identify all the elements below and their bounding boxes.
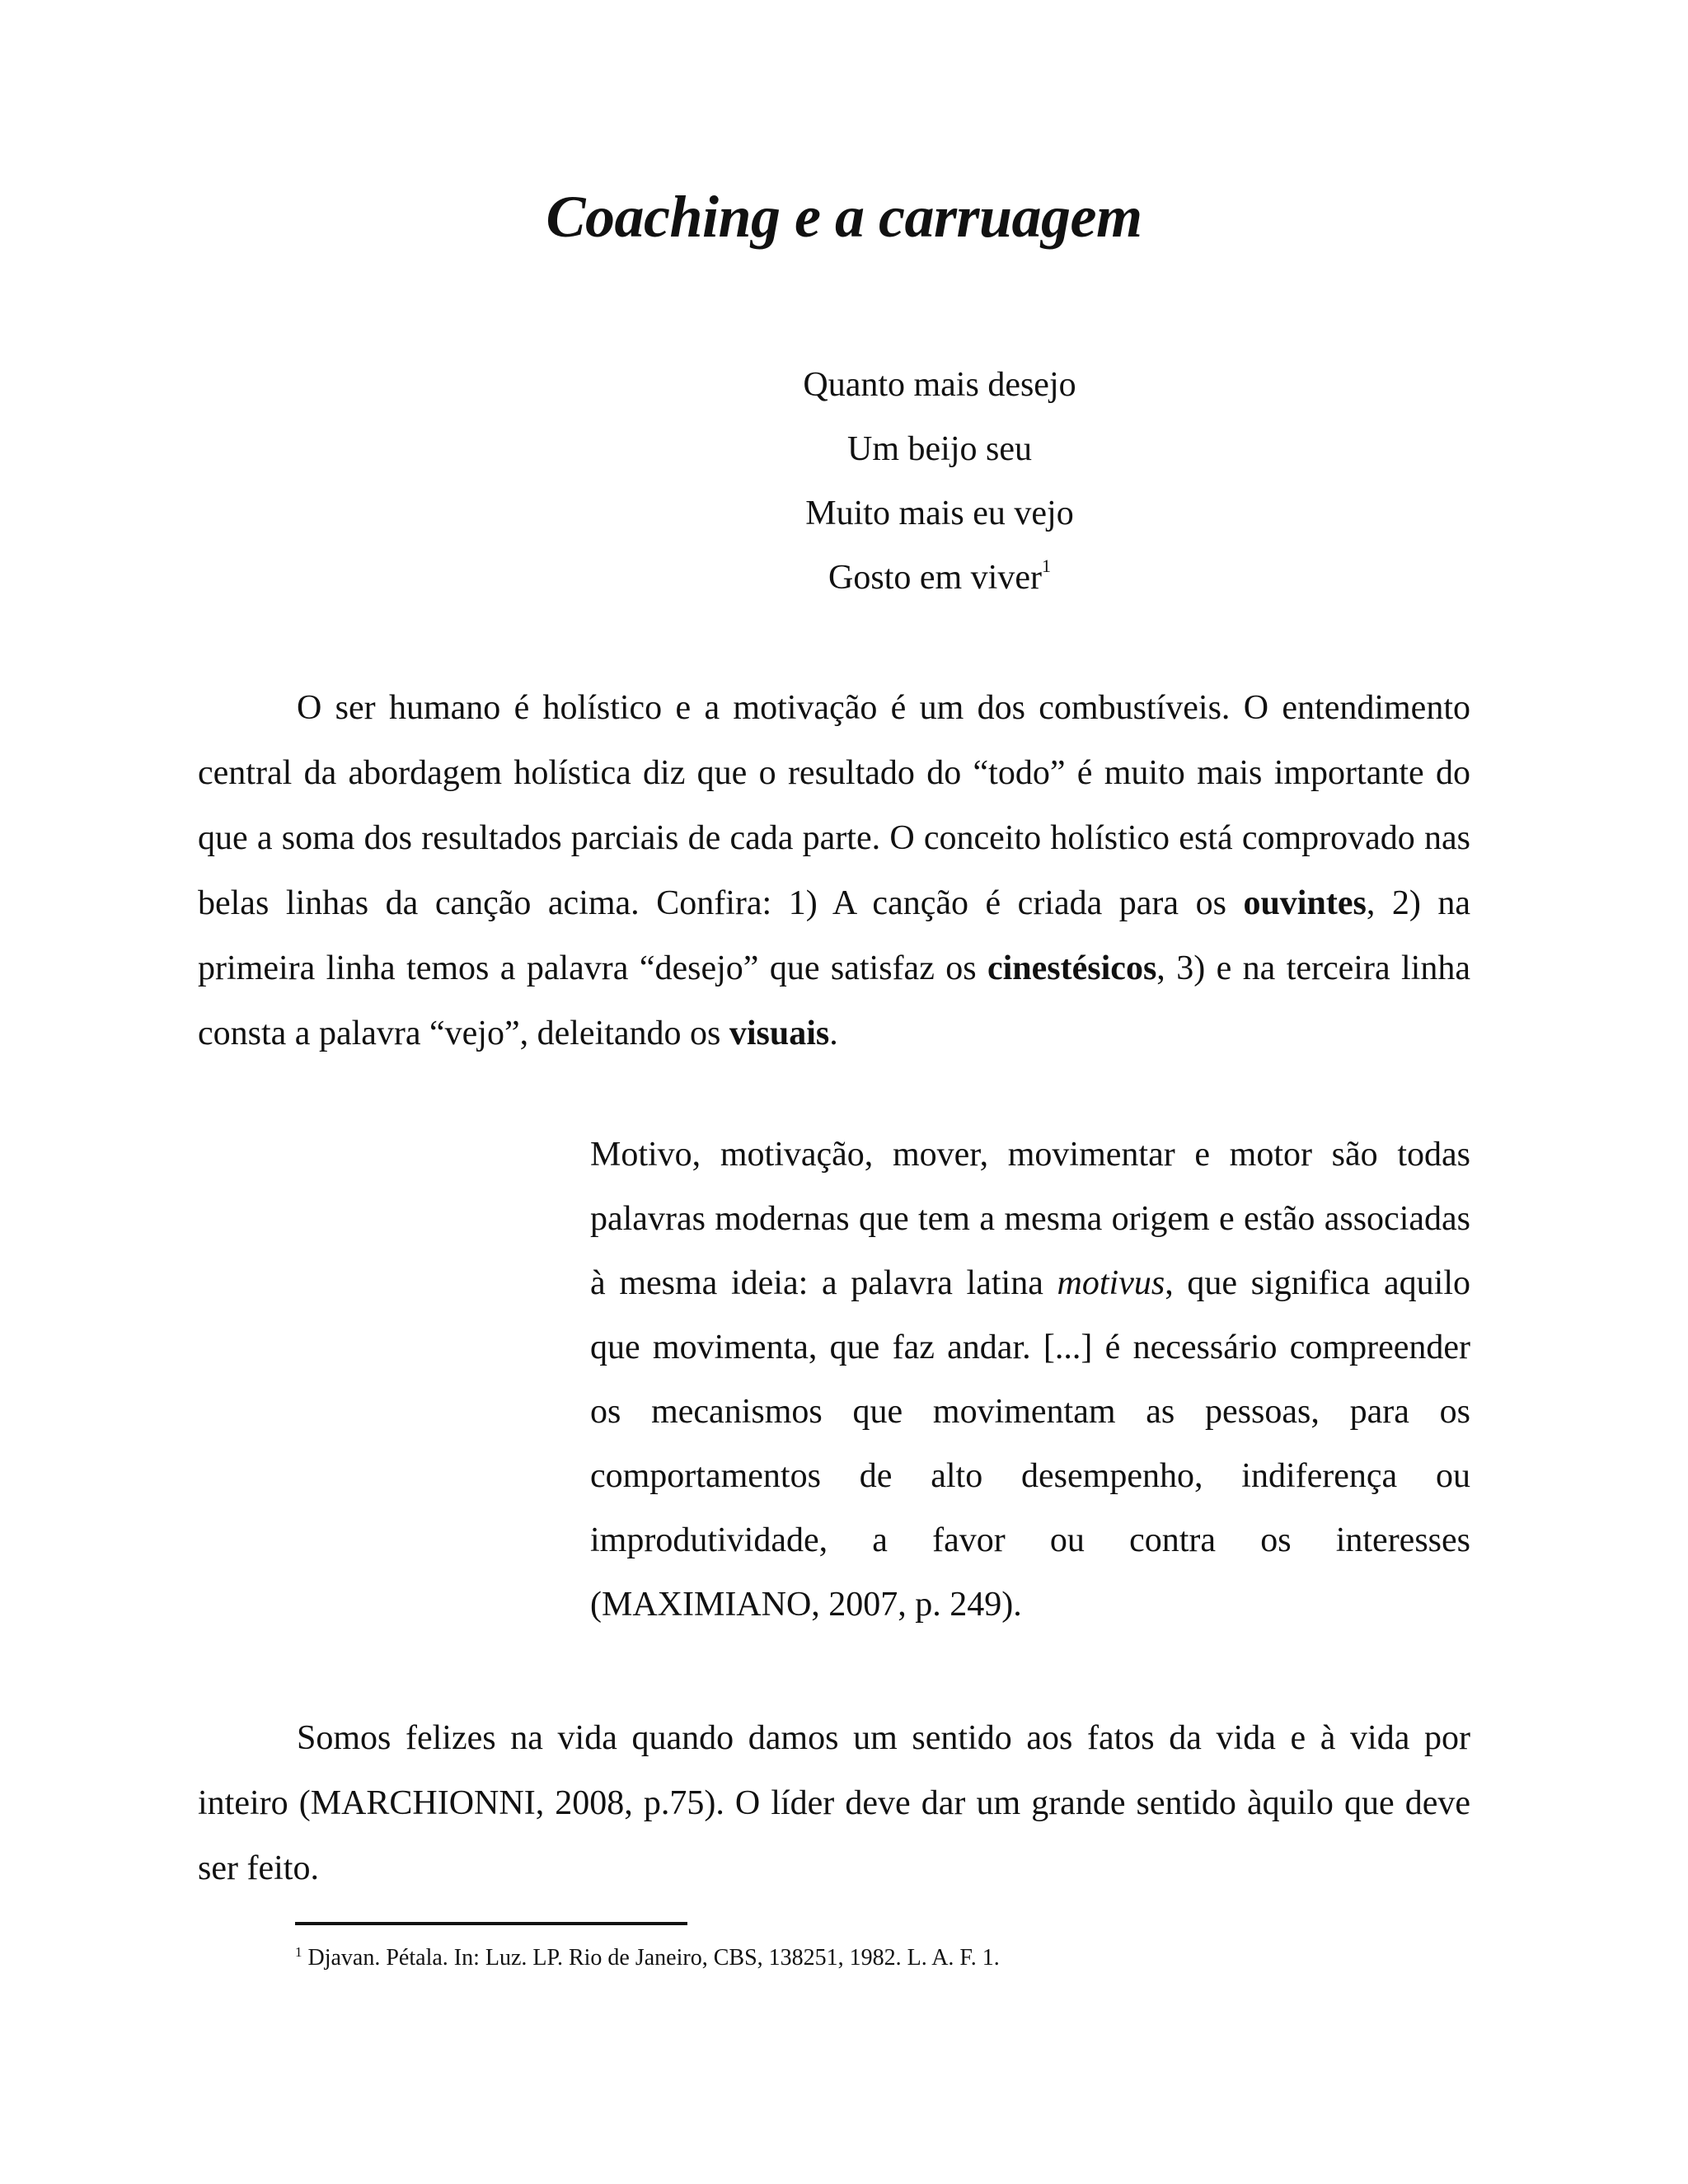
chapter-title: Coaching e a carruagem xyxy=(546,184,1142,250)
epigraph-line: Um beijo seu xyxy=(847,430,1032,468)
block-quote-maximiano xyxy=(590,1122,1470,1637)
body-paragraph-meaning: Somos felizes na vida quando damos um sentido aos fatos da vida e à vida por inteiro (MARCHIONNI, 2008, p.75). O líder deve dar um grande sentido àquilo que deve ser feito. xyxy=(198,1719,1470,1887)
quote-text: Motivo, motivação, mover, movimentar e motor são todas palavras modernas que tem a mesma origem e estão associadas à mesma ideia: a palavra latina xyxy=(590,1136,1470,1302)
term-visuais: visuais xyxy=(729,1015,830,1052)
song-epigraph xyxy=(692,353,1187,610)
paragraph-text: , 3) e na terceira linha consta a palavra “vejo”, deleitando os xyxy=(198,949,1470,1052)
epigraph-line-text: Gosto em viver xyxy=(828,559,1042,597)
footnote-number: 1 xyxy=(295,1944,302,1960)
body-paragraph-holistic xyxy=(198,676,1470,1066)
footnote xyxy=(295,1942,1465,1975)
footnote-reference[interactable]: 1 xyxy=(1041,555,1051,576)
footnote-text: Djavan. Pétala. In: Luz. LP. Rio de Janeiro, CBS, 138251, 1982. L. A. F. 1. xyxy=(302,1945,1000,1971)
quote-text: , que significa aquilo que movimenta, que faz andar. [...] é necessário compreender os mecanismos que movimentam as pessoas, para os comportamentos de alto desempenho, indiferença ou improdutividade, a favor ou contra os interesses (MAXIMIANO, 2007, p. 249). xyxy=(590,1264,1470,1624)
epigraph-line: Muito mais eu vejo xyxy=(805,494,1074,532)
latin-term-motivus: motivus xyxy=(1057,1264,1165,1302)
paragraph-text: O ser humano é holístico e a motivação é um dos combustíveis. O entendimento central da abordagem holística diz que o resultado do “todo” é muito mais importante do que a soma dos resultados parciais de cada parte. O conceito holístico está comprovado nas belas linhas da canção acima. Confira: 1) A canção é criada para os xyxy=(198,689,1470,922)
paragraph-text: , 2) na primeira linha temos a palavra “desejo” que satisfaz os xyxy=(198,884,1470,987)
epigraph-line: Quanto mais desejo xyxy=(803,366,1076,404)
footnote-separator xyxy=(295,1922,687,1925)
term-cinestesicos: cinestésicos xyxy=(987,949,1157,987)
term-ouvintes: ouvintes xyxy=(1243,884,1367,922)
epigraph-line xyxy=(692,546,1187,610)
paragraph-text: . xyxy=(829,1015,838,1052)
